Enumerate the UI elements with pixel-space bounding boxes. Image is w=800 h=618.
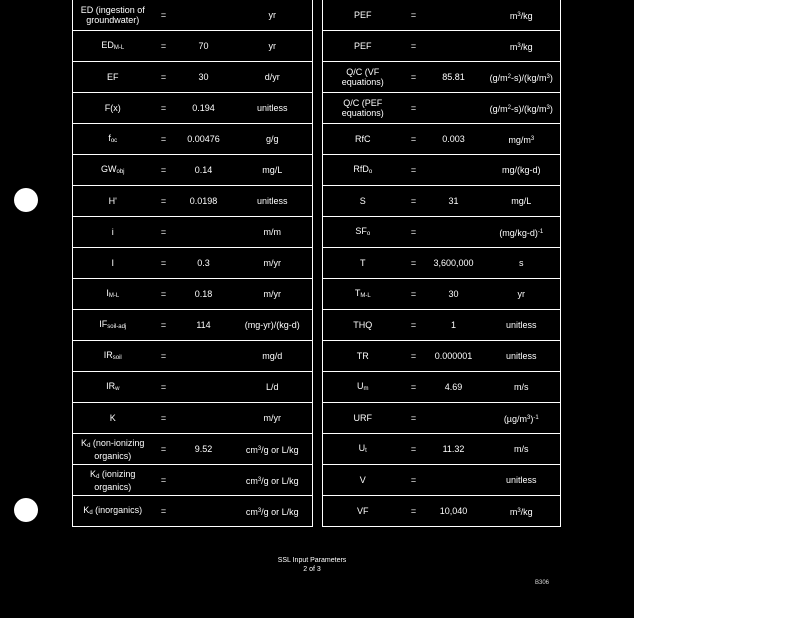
equals-sign: = <box>153 372 175 403</box>
parameter-name <box>73 155 153 186</box>
parameter-value <box>425 403 483 434</box>
right-table-row <box>323 341 561 372</box>
equals-sign: = <box>153 341 175 372</box>
parameter-value <box>175 403 233 434</box>
parameter-unit: yr <box>483 279 561 310</box>
parameter-name <box>323 403 403 434</box>
left-table-row <box>73 93 313 124</box>
left-table-row <box>73 310 313 341</box>
equals-sign: = <box>403 403 425 434</box>
parameter-unit: unitless <box>233 93 313 124</box>
parameter-unit: unitless <box>483 310 561 341</box>
parameter-value: 31 <box>425 186 483 217</box>
parameter-name <box>323 341 403 372</box>
equals-sign: = <box>403 186 425 217</box>
parameter-name <box>73 248 153 279</box>
parameter-unit: unitless <box>233 186 313 217</box>
parameter-name <box>323 93 403 124</box>
right-table-row <box>323 217 561 248</box>
parameter-unit: $m^3/kg$ <box>483 0 561 31</box>
parameter-value: 9.52 <box>175 434 233 465</box>
right-table-row <box>323 124 561 155</box>
parameter-name <box>323 62 403 93</box>
parameter-unit: $mg/m^3$ <box>483 124 561 155</box>
parameter-symbol: K <box>109 413 116 423</box>
parameter-qualifier: (ionizing organics) <box>94 468 136 492</box>
equals-sign: = <box>153 155 175 186</box>
left-table-row <box>73 0 313 31</box>
parameter-name <box>73 0 153 31</box>
parameter-unit: $m^3/kg$ <box>483 496 561 527</box>
parameter-symbol: RfD <box>353 163 369 174</box>
left-table-row <box>73 434 313 465</box>
parameter-name <box>323 31 403 62</box>
parameter-value: 0.3 <box>175 248 233 279</box>
parameter-name <box>73 217 153 248</box>
parameter-unit: $cm^3/g$ or L/kg <box>233 496 313 527</box>
right-table-row <box>323 186 561 217</box>
parameter-value <box>175 217 233 248</box>
parameter-unit: yr <box>233 31 313 62</box>
parameter-name <box>73 372 153 403</box>
left-table-row <box>73 403 313 434</box>
equals-sign: = <box>403 465 425 496</box>
equals-sign: = <box>153 403 175 434</box>
right-table-row <box>323 465 561 496</box>
parameter-subscript: m <box>363 385 369 392</box>
parameter-qualifier: (inorganics) <box>92 504 143 515</box>
equals-sign: = <box>403 93 425 124</box>
equals-sign: = <box>153 248 175 279</box>
left-table-row <box>73 465 313 496</box>
equals-sign: = <box>403 279 425 310</box>
equals-sign: = <box>153 217 175 248</box>
left-table-row <box>73 62 313 93</box>
parameter-symbol: PEF <box>353 41 372 51</box>
parameter-symbol: V <box>359 475 366 485</box>
parameter-subscript: o <box>368 168 373 175</box>
parameters-table-left <box>72 0 313 527</box>
right-table-row <box>323 155 561 186</box>
parameter-unit: $(g/m^2-s)/(kg/m^3)$ <box>483 62 561 93</box>
document-stamp: B306 <box>535 580 550 586</box>
parameter-name <box>73 434 153 465</box>
parameter-value <box>175 0 233 31</box>
equals-sign: = <box>403 310 425 341</box>
parameter-unit: yr <box>233 0 313 31</box>
parameter-symbol: Q/C (PEF equations) <box>341 98 384 118</box>
parameter-value: 1 <box>425 310 483 341</box>
parameter-unit: $(g/m^2-s)/(kg/m^3)$ <box>483 93 561 124</box>
page-footer <box>200 556 424 574</box>
parameter-name <box>323 155 403 186</box>
parameter-value <box>175 341 233 372</box>
parameter-unit: mg/d <box>233 341 313 372</box>
parameter-name <box>323 434 403 465</box>
equals-sign: = <box>403 0 425 31</box>
left-table-row <box>73 496 313 527</box>
equals-sign: = <box>403 248 425 279</box>
parameter-symbol: GW <box>100 163 117 174</box>
parameter-value: 4.69 <box>425 372 483 403</box>
parameter-name <box>323 217 403 248</box>
parameter-name <box>73 496 153 527</box>
parameter-value: 10,040 <box>425 496 483 527</box>
parameter-name <box>323 124 403 155</box>
parameter-name <box>73 93 153 124</box>
equals-sign: = <box>153 465 175 496</box>
equals-sign: = <box>153 0 175 31</box>
parameter-value: 30 <box>175 62 233 93</box>
parameter-unit: unitless <box>483 465 561 496</box>
parameter-unit: s <box>483 248 561 279</box>
equals-sign: = <box>153 310 175 341</box>
parameter-name <box>323 0 403 31</box>
parameter-value <box>425 155 483 186</box>
left-table-row <box>73 124 313 155</box>
parameter-name <box>73 279 153 310</box>
parameter-value: 30 <box>425 279 483 310</box>
parameter-subscript: d <box>87 442 91 449</box>
equals-sign: = <box>153 279 175 310</box>
parameter-value: 0.000001 <box>425 341 483 372</box>
parameter-value <box>425 0 483 31</box>
parameter-value: 0.003 <box>425 124 483 155</box>
parameter-symbol: THQ <box>353 320 373 330</box>
equals-sign: = <box>153 496 175 527</box>
parameter-value: 11.32 <box>425 434 483 465</box>
parameter-value: 0.194 <box>175 93 233 124</box>
parameter-name <box>323 310 403 341</box>
parameter-unit: $(\mu g/m^3)^{-1}$ <box>483 403 561 434</box>
parameter-name <box>73 124 153 155</box>
parameter-symbol: Q/C (VF equations) <box>341 67 384 87</box>
parameter-symbol: f <box>108 132 111 143</box>
parameter-symbol: ED (ingestion of groundwater) <box>80 5 145 25</box>
parameter-value <box>425 93 483 124</box>
equals-sign: = <box>153 124 175 155</box>
parameter-unit: mg/(kg-d) <box>483 155 561 186</box>
right-table-row <box>323 310 561 341</box>
parameter-unit: g/g <box>233 124 313 155</box>
parameter-symbol: i <box>111 227 114 237</box>
parameter-unit: $(mg/kg-d)^{-1}$ <box>483 217 561 248</box>
parameter-name <box>323 372 403 403</box>
parameter-value: 3,600,000 <box>425 248 483 279</box>
parameter-symbol: I <box>111 258 114 268</box>
equals-sign: = <box>153 62 175 93</box>
parameter-unit: d/yr <box>233 62 313 93</box>
parameter-unit: L/d <box>233 372 313 403</box>
parameter-symbol: RfC <box>355 134 371 144</box>
left-table-row <box>73 186 313 217</box>
footer-page-number: 2 of 3 <box>303 566 321 573</box>
parameter-symbol: TR <box>356 351 369 361</box>
parameter-subscript: soil-adj <box>107 323 127 330</box>
parameter-subscript: o <box>366 230 371 237</box>
right-table-row <box>323 434 561 465</box>
parameter-symbol: SF <box>355 225 367 236</box>
equals-sign: = <box>403 372 425 403</box>
equals-sign: = <box>403 434 425 465</box>
parameter-symbol: S <box>359 196 366 206</box>
right-table-row <box>323 62 561 93</box>
parameter-unit: m/yr <box>233 403 313 434</box>
parameter-name <box>323 496 403 527</box>
parameter-subscript: t <box>365 447 367 454</box>
right-table-row <box>323 31 561 62</box>
parameter-symbol: IF <box>99 318 108 329</box>
parameter-symbol: T <box>360 258 366 268</box>
parameter-name <box>323 279 403 310</box>
parameter-value: 0.00476 <box>175 124 233 155</box>
parameter-unit: $cm^3/g$ or L/kg <box>233 465 313 496</box>
left-table-row <box>73 31 313 62</box>
equals-sign: = <box>153 93 175 124</box>
equals-sign: = <box>153 434 175 465</box>
equals-sign: = <box>403 217 425 248</box>
parameter-symbol: H' <box>108 196 117 206</box>
right-table-row <box>323 248 561 279</box>
parameter-value: 0.14 <box>175 155 233 186</box>
parameter-name <box>323 465 403 496</box>
left-table-row <box>73 372 313 403</box>
equals-sign: = <box>153 31 175 62</box>
parameter-unit: m/yr <box>233 279 313 310</box>
parameter-subscript: M-L <box>113 44 125 51</box>
parameter-name <box>73 341 153 372</box>
parameter-symbol: T <box>354 287 361 298</box>
parameter-name <box>323 186 403 217</box>
parameter-value: 0.0198 <box>175 186 233 217</box>
parameter-unit: m/m <box>233 217 313 248</box>
parameter-subscript: d <box>96 473 100 480</box>
parameter-value <box>425 465 483 496</box>
parameter-name <box>73 465 153 496</box>
parameter-symbol: VF <box>356 506 369 516</box>
parameter-value <box>425 217 483 248</box>
right-table-row <box>323 93 561 124</box>
parameter-name <box>323 248 403 279</box>
equals-sign: = <box>403 155 425 186</box>
parameter-symbol: U <box>358 442 366 453</box>
left-table-row <box>73 279 313 310</box>
parameter-symbol: IR <box>103 349 113 360</box>
parameter-unit: unitless <box>483 341 561 372</box>
parameter-symbol: URF <box>353 413 372 423</box>
parameter-symbol: ED <box>101 39 114 50</box>
parameter-qualifier: (non-ionizing organics) <box>90 437 145 461</box>
parameter-name <box>73 31 153 62</box>
parameter-subscript: obj <box>116 168 125 175</box>
left-table-row <box>73 248 313 279</box>
parameter-value <box>175 496 233 527</box>
parameter-subscript: M-L <box>360 292 371 299</box>
parameter-unit: m/yr <box>233 248 313 279</box>
parameter-unit: m/s <box>483 372 561 403</box>
equals-sign: = <box>403 31 425 62</box>
parameter-subscript: soil <box>112 354 122 361</box>
right-table-row <box>323 0 561 31</box>
parameter-subscript: w <box>115 385 120 392</box>
parameter-name <box>73 186 153 217</box>
parameter-value: 114 <box>175 310 233 341</box>
punch-hole-top <box>14 188 38 212</box>
parameter-symbol: U <box>357 380 364 391</box>
parameter-unit: $cm^3/g$ or L/kg <box>233 434 313 465</box>
parameter-unit: $m^3/kg$ <box>483 31 561 62</box>
equals-sign: = <box>403 124 425 155</box>
parameter-name <box>73 403 153 434</box>
parameter-subscript: d <box>89 509 93 516</box>
parameter-symbol: K <box>83 504 90 515</box>
parameter-name <box>73 310 153 341</box>
left-table-row <box>73 341 313 372</box>
equals-sign: = <box>403 496 425 527</box>
punch-hole-bottom <box>14 498 38 522</box>
right-table-row <box>323 279 561 310</box>
parameter-name <box>73 62 153 93</box>
parameter-value <box>175 465 233 496</box>
parameters-table-right <box>322 0 561 527</box>
parameter-subscript: M-L <box>108 292 120 299</box>
footer-title: SSL Input Parameters <box>277 557 347 564</box>
right-table-row <box>323 496 561 527</box>
parameter-value <box>425 31 483 62</box>
parameter-symbol: EF <box>106 72 119 82</box>
parameter-symbol: I <box>106 287 109 298</box>
parameter-symbol: F(x) <box>104 103 121 113</box>
parameter-symbol: K <box>81 437 88 448</box>
parameter-value: 85.81 <box>425 62 483 93</box>
parameter-value: 70 <box>175 31 233 62</box>
equals-sign: = <box>403 62 425 93</box>
right-table-row <box>323 372 561 403</box>
equals-sign: = <box>403 341 425 372</box>
parameter-subscript: oc <box>110 137 118 144</box>
left-table-row <box>73 155 313 186</box>
right-table-row <box>323 403 561 434</box>
parameter-symbol: IR <box>106 380 116 391</box>
parameter-unit: mg/L <box>483 186 561 217</box>
parameter-unit: m/s <box>483 434 561 465</box>
parameter-symbol: PEF <box>353 10 372 20</box>
parameter-unit: mg/L <box>233 155 313 186</box>
parameter-unit: (mg-yr)/(kg-d) <box>233 310 313 341</box>
parameter-value <box>175 372 233 403</box>
parameter-symbol: K <box>90 468 97 479</box>
parameter-value: 0.18 <box>175 279 233 310</box>
left-table-row <box>73 217 313 248</box>
equals-sign: = <box>153 186 175 217</box>
